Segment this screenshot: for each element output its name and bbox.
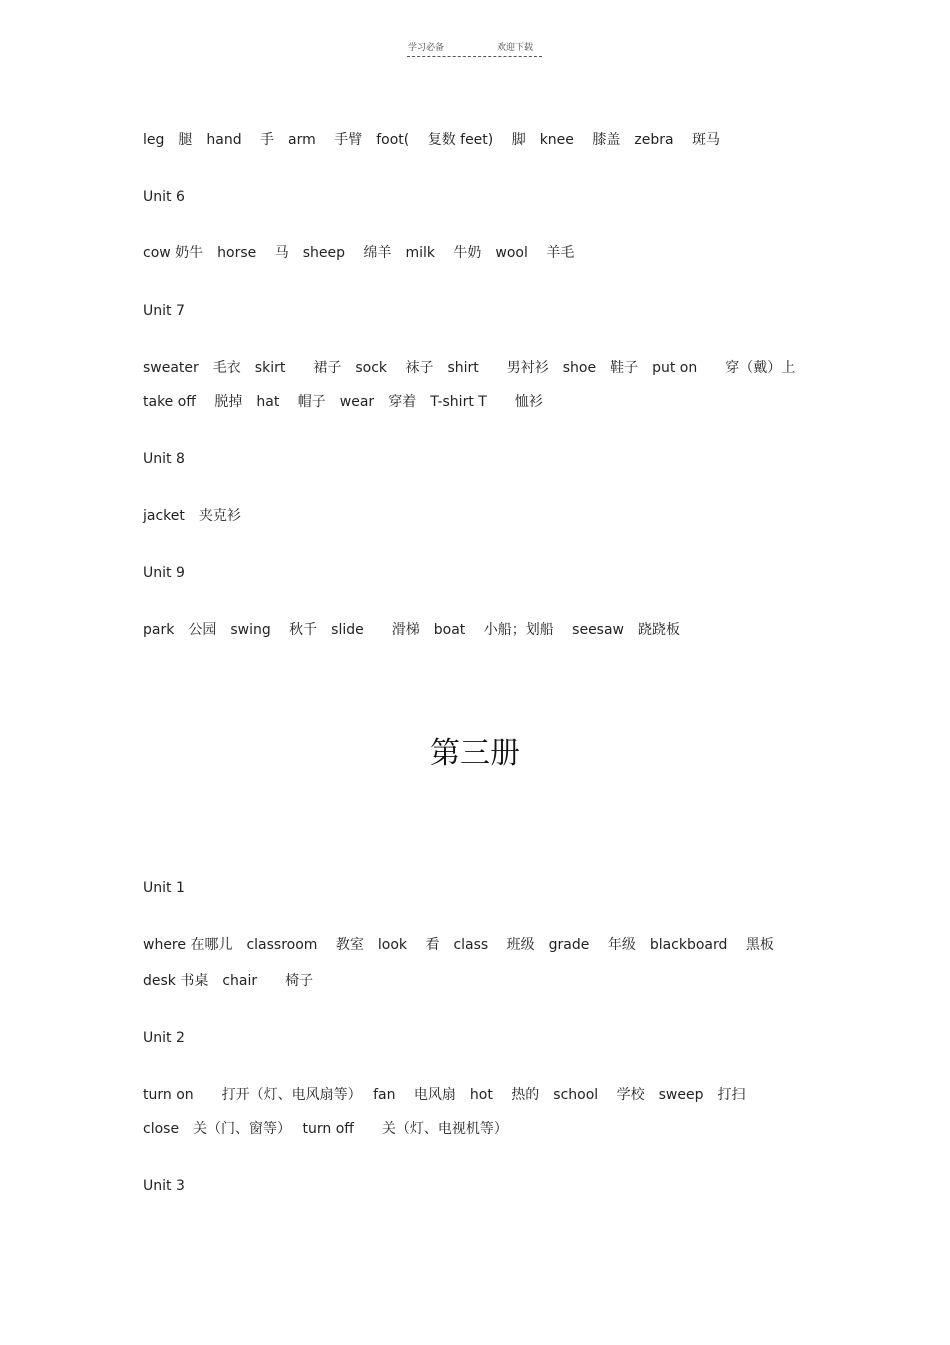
vocab-line: close 关（门、窗等） turn off 关（灯、电视机等） bbox=[143, 1121, 508, 1137]
vocab-line: where 在哪儿 classroom 教室 look 看 class 班级 grade 年级 blackboard 黑板 bbox=[143, 937, 774, 953]
vocab-line: turn on 打开（灯、电风扇等） fan 电风扇 hot 热的 school 学校 sweep 打扫 bbox=[143, 1087, 746, 1103]
unit-heading: Unit 7 bbox=[143, 303, 185, 319]
vocab-line: sweater 毛衣 skirt 裙子 sock 袜子 shirt 男衬衫 shoe 鞋子 put on 穿（戴）上 bbox=[143, 360, 796, 376]
unit-heading: Unit 6 bbox=[143, 189, 185, 205]
header-left-text: 学习必备 bbox=[408, 43, 445, 53]
vocab-line: take off 脱掉 hat 帽子 wear 穿着 T-shirt T 恤衫 bbox=[143, 394, 543, 410]
unit-heading: Unit 8 bbox=[143, 451, 185, 467]
book-title: 第三册 bbox=[430, 736, 520, 771]
vocab-line: cow 奶牛 horse 马 sheep 绵羊 milk 牛奶 wool 羊毛 bbox=[143, 245, 575, 261]
vocab-line: leg 腿 hand 手 arm 手臂 foot( 复数 feet) 脚 knee 膝盖 zebra 斑马 bbox=[143, 132, 720, 148]
unit-heading: Unit 3 bbox=[143, 1178, 185, 1194]
vocab-line: desk 书桌 chair 椅子 bbox=[143, 973, 314, 989]
vocab-line: jacket 夹克衫 bbox=[143, 508, 241, 524]
unit-heading: Unit 9 bbox=[143, 565, 185, 581]
header-right-text: 欢迎下载 bbox=[497, 43, 534, 53]
page-header bbox=[407, 38, 542, 57]
unit-heading: Unit 1 bbox=[143, 880, 185, 896]
vocab-line: park 公园 swing 秋千 slide 滑梯 boat 小船；划船 seesaw 跷跷板 bbox=[143, 622, 681, 638]
unit-heading: Unit 2 bbox=[143, 1030, 185, 1046]
